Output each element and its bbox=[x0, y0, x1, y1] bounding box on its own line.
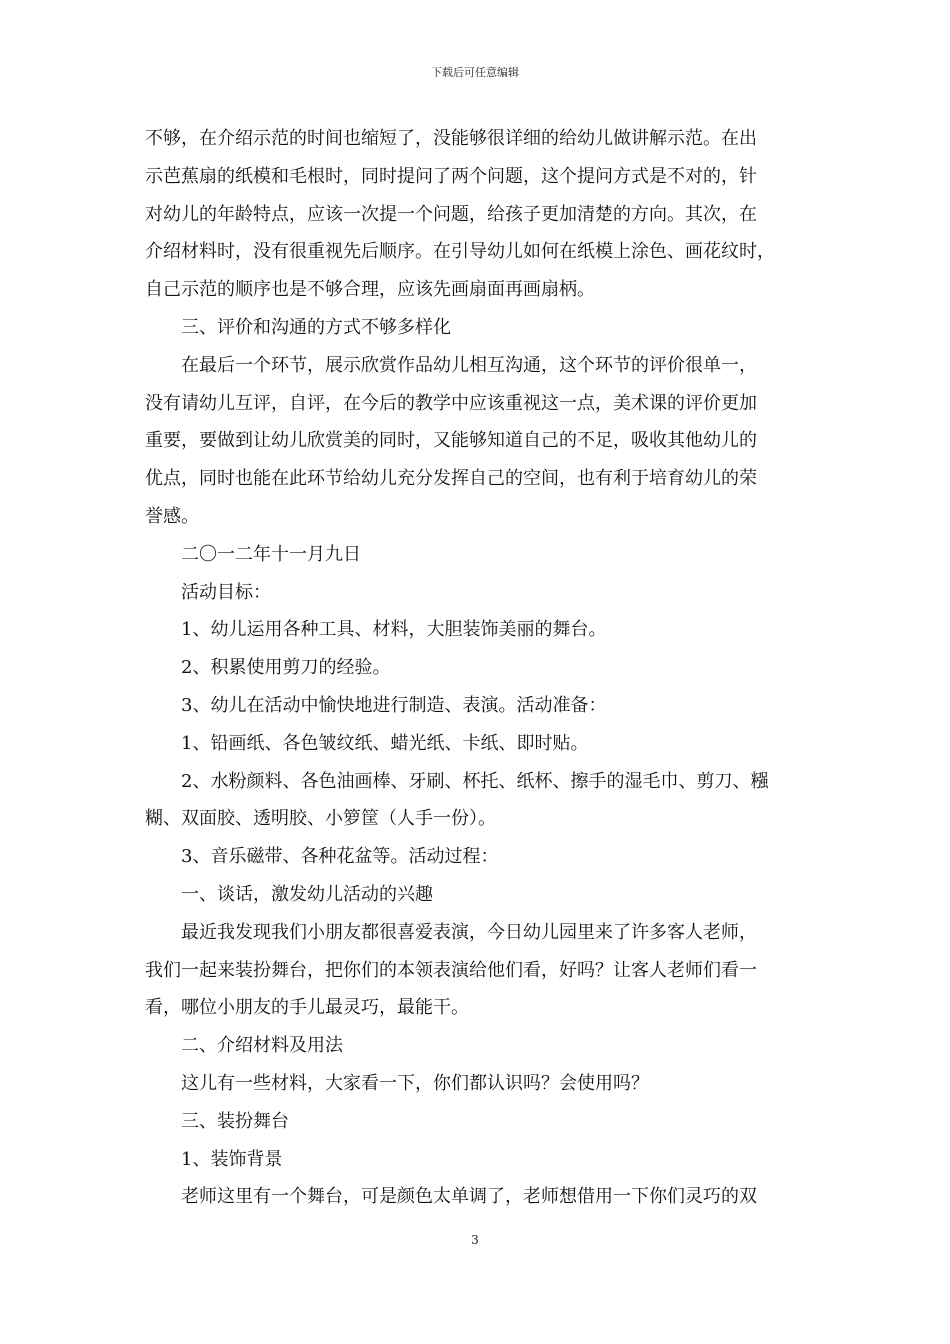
text-line: 活动目标： bbox=[181, 581, 271, 603]
text-line: 1、装饰背景 bbox=[181, 1148, 283, 1170]
text-line: 对幼儿的年龄特点，应该一次提一个问题，给孩子更加清楚的方向。其次，在 bbox=[145, 203, 757, 225]
page-header: 下载后可任意编辑 bbox=[431, 66, 519, 79]
text-line: 老师这里有一个舞台，可是颜色太单调了，老师想借用一下你们灵巧的双 bbox=[181, 1186, 757, 1208]
text-line: 1、铅画纸、各色皱纹纸、蜡光纸、卡纸、即时贴。 bbox=[181, 732, 589, 754]
text-line: 誉感。 bbox=[145, 505, 199, 527]
text-line: 在最后一个环节，展示欣赏作品幼儿相互沟通，这个环节的评价很单一， bbox=[181, 354, 757, 376]
text-line: 示芭蕉扇的纸模和毛根时，同时提问了两个问题，这个提问方式是不对的，针 bbox=[145, 165, 757, 187]
text-line: 一、谈话，激发幼儿活动的兴趣 bbox=[181, 883, 433, 905]
text-line: 2、水粉颜料、各色油画棒、牙刷、杯托、纸杯、擦手的湿毛巾、剪刀、糨 bbox=[181, 770, 769, 792]
text-line: 介绍材料时，没有很重视先后顺序。在引导幼儿如何在纸模上涂色、画花纹时， bbox=[145, 241, 775, 263]
text-line: 三、评价和沟通的方式不够多样化 bbox=[181, 316, 451, 338]
text-line: 重要，要做到让幼儿欣赏美的同时，又能够知道自己的不足，吸收其他幼儿的 bbox=[145, 430, 757, 452]
text-line: 不够，在介绍示范的时间也缩短了，没能够很详细的给幼儿做讲解示范。在出 bbox=[145, 128, 757, 149]
text-line: 3、音乐磁带、各种花盆等。活动过程： bbox=[181, 846, 499, 868]
text-line: 最近我发现我们小朋友都很喜爱表演，今日幼儿园里来了许多客人老师， bbox=[181, 921, 757, 943]
text-line: 看，哪位小朋友的手儿最灵巧，最能干。 bbox=[145, 997, 469, 1019]
text-line: 3、幼儿在活动中愉快地进行制造、表演。活动准备： bbox=[181, 694, 607, 716]
text-line: 二、介绍材料及用法 bbox=[181, 1035, 343, 1057]
text-line: 我们一起来装扮舞台，把你们的本领表演给他们看，好吗？让客人老师们看一 bbox=[145, 959, 757, 981]
text-line: 2、积累使用剪刀的经验。 bbox=[181, 657, 391, 679]
text-line: 1、幼儿运用各种工具、材料，大胆装饰美丽的舞台。 bbox=[181, 619, 607, 641]
text-line: 二〇一二年十一月九日 bbox=[181, 543, 361, 565]
text-line: 三、装扮舞台 bbox=[181, 1110, 289, 1132]
page-number: 3 bbox=[471, 1233, 479, 1247]
document-body bbox=[145, 120, 815, 1216]
text-line: 这儿有一些材料，大家看一下，你们都认识吗？会使用吗？ bbox=[181, 1072, 649, 1094]
text-line: 糊、双面胶、透明胶、小箩筐（人手一份）。 bbox=[145, 808, 496, 830]
text-line: 没有请幼儿互评，自评，在今后的教学中应该重视这一点，美术课的评价更加 bbox=[145, 392, 757, 414]
text-line: 自己示范的顺序也是不够合理，应该先画扇面再画扇柄。 bbox=[145, 279, 595, 301]
text-line: 优点，同时也能在此环节给幼儿充分发挥自己的空间，也有利于培育幼儿的荣 bbox=[145, 468, 757, 490]
